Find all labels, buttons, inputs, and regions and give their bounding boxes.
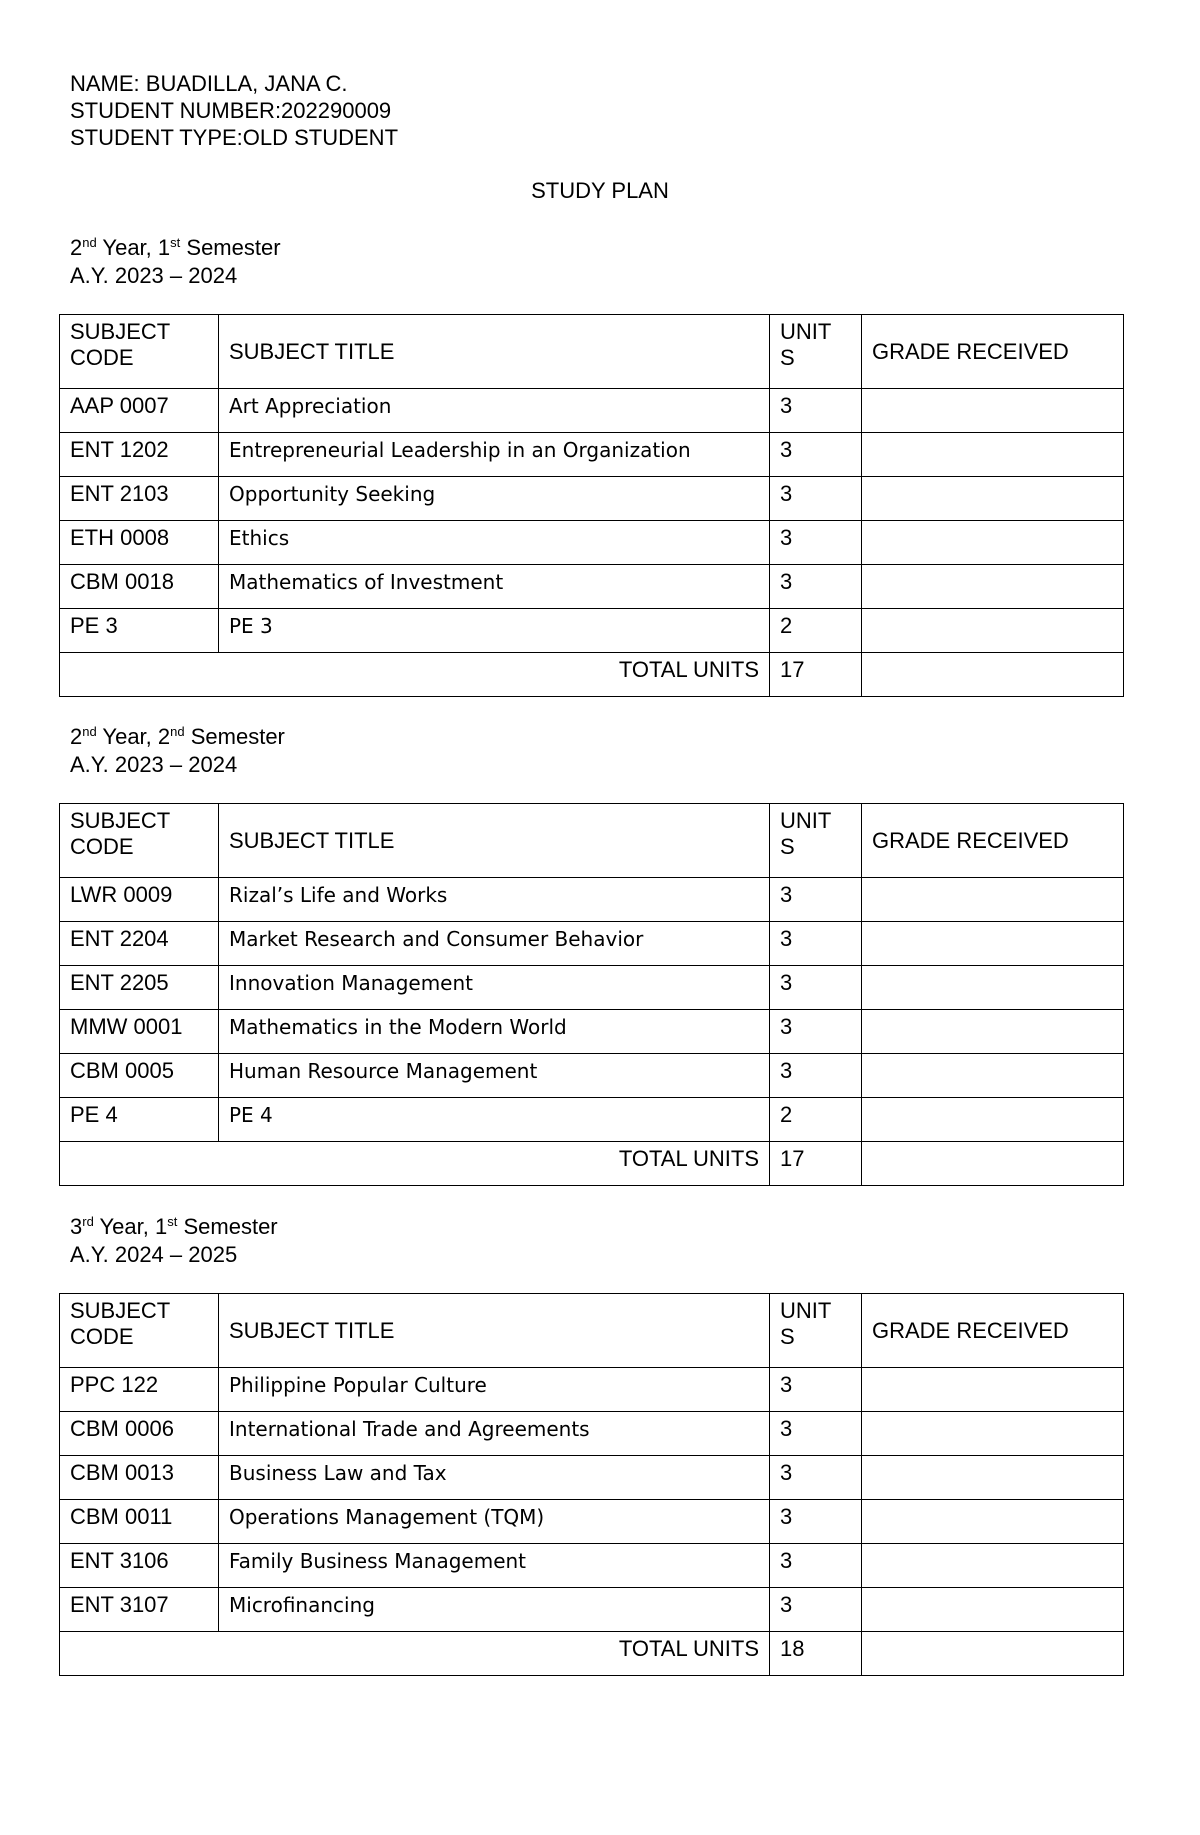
subject-title: Mathematics in the Modern World <box>219 1010 770 1054</box>
subject-title: Operations Management (TQM) <box>219 1500 770 1544</box>
subject-units: 3 <box>770 966 862 1010</box>
grade-received <box>862 1500 1124 1544</box>
header-units: UNIT S <box>770 1294 862 1368</box>
subject-units: 3 <box>770 433 862 477</box>
subject-code: ETH 0008 <box>60 521 219 565</box>
subject-code: ENT 2204 <box>60 922 219 966</box>
grade-received <box>862 1588 1124 1632</box>
header-subject-title: SUBJECT TITLE <box>219 315 770 389</box>
subject-code: PE 4 <box>60 1098 219 1142</box>
total-row <box>60 653 1124 697</box>
student-number: STUDENT NUMBER:202290009 <box>70 98 392 123</box>
subject-units: 3 <box>770 878 862 922</box>
year-ordinal: rd <box>82 1214 94 1229</box>
student-type: STUDENT TYPE:OLD STUDENT <box>70 125 399 150</box>
subject-title: Microfinancing <box>219 1588 770 1632</box>
subject-title: International Trade and Agreements <box>219 1412 770 1456</box>
subject-title: Mathematics of Investment <box>219 565 770 609</box>
semester-word: Semester <box>180 235 281 260</box>
subject-code: LWR 0009 <box>60 878 219 922</box>
grade-received <box>862 1098 1124 1142</box>
table-row <box>60 1098 1124 1142</box>
subject-code: ENT 2205 <box>60 966 219 1010</box>
table-row <box>60 966 1124 1010</box>
academic-year: A.Y. 2024 – 2025 <box>70 1242 238 1267</box>
year-number: 2 <box>70 724 83 749</box>
year-word: Year, <box>96 235 158 260</box>
study-plan-table <box>59 803 1124 1186</box>
header-subject-title: SUBJECT TITLE <box>219 1294 770 1368</box>
table-row <box>60 521 1124 565</box>
study-plan-table <box>59 314 1124 697</box>
semester-ordinal: nd <box>170 724 185 739</box>
semester-ordinal: st <box>167 1214 178 1229</box>
semester-word: Semester <box>177 1214 278 1239</box>
semester-label <box>70 723 285 751</box>
total-grade-cell <box>862 1142 1124 1186</box>
academic-year: A.Y. 2023 – 2024 <box>70 752 238 777</box>
subject-units: 3 <box>770 1412 862 1456</box>
semester-ordinal: st <box>170 235 181 250</box>
header-subject-title: SUBJECT TITLE <box>219 804 770 878</box>
grade-received <box>862 565 1124 609</box>
subject-code: ENT 3106 <box>60 1544 219 1588</box>
subject-units: 3 <box>770 1054 862 1098</box>
subject-units: 3 <box>770 565 862 609</box>
table-row <box>60 477 1124 521</box>
semester-number: 1 <box>157 235 171 260</box>
total-row <box>60 1632 1124 1676</box>
table-row <box>60 389 1124 433</box>
subject-code: CBM 0011 <box>60 1500 219 1544</box>
subject-title: Human Resource Management <box>219 1054 770 1098</box>
semester-word: Semester <box>184 724 285 749</box>
grade-received <box>862 878 1124 922</box>
grade-received <box>862 1368 1124 1412</box>
subject-title: PE 4 <box>219 1098 770 1142</box>
subject-code: CBM 0013 <box>60 1456 219 1500</box>
subject-title: Art Appreciation <box>219 389 770 433</box>
year-word: Year, <box>96 724 158 749</box>
table-row <box>60 878 1124 922</box>
header-grade-received: GRADE RECEIVED <box>862 804 1124 878</box>
subject-title: Opportunity Seeking <box>219 477 770 521</box>
header-subject-code: SUBJECT CODE <box>60 1294 219 1368</box>
subject-units: 3 <box>770 1588 862 1632</box>
total-row <box>60 1142 1124 1186</box>
total-units-label: TOTAL UNITS <box>60 1142 770 1186</box>
grade-received <box>862 966 1124 1010</box>
subject-code: CBM 0005 <box>60 1054 219 1098</box>
grade-received <box>862 1456 1124 1500</box>
year-ordinal: nd <box>82 235 97 250</box>
semester-heading <box>70 1213 278 1269</box>
semester-label <box>70 234 281 262</box>
page-title: STUDY PLAN <box>531 178 669 203</box>
subject-title: Family Business Management <box>219 1544 770 1588</box>
grade-received <box>862 433 1124 477</box>
subject-title: Innovation Management <box>219 966 770 1010</box>
table-row <box>60 1544 1124 1588</box>
subject-units: 2 <box>770 1098 862 1142</box>
subject-title: Market Research and Consumer Behavior <box>219 922 770 966</box>
student-info <box>70 70 398 151</box>
semester-label <box>70 1213 278 1241</box>
total-units-label: TOTAL UNITS <box>60 1632 770 1676</box>
subject-units: 3 <box>770 922 862 966</box>
year-word: Year, <box>93 1214 155 1239</box>
table-row <box>60 609 1124 653</box>
subject-units: 3 <box>770 1544 862 1588</box>
subject-code: PE 3 <box>60 609 219 653</box>
year-ordinal: nd <box>82 724 97 739</box>
academic-year: A.Y. 2023 – 2024 <box>70 263 238 288</box>
semester-number: 2 <box>157 724 171 749</box>
subject-title: Entrepreneurial Leadership in an Organization <box>219 433 770 477</box>
grade-received <box>862 389 1124 433</box>
grade-received <box>862 521 1124 565</box>
subject-title: Business Law and Tax <box>219 1456 770 1500</box>
subject-code: ENT 2103 <box>60 477 219 521</box>
semester-number: 1 <box>155 1214 168 1239</box>
grade-received <box>862 1054 1124 1098</box>
table-header-row <box>60 1294 1124 1368</box>
table-row <box>60 1456 1124 1500</box>
total-units-value: 17 <box>770 1142 862 1186</box>
table-header-row <box>60 804 1124 878</box>
header-subject-code: SUBJECT CODE <box>60 804 219 878</box>
table-row <box>60 1010 1124 1054</box>
table-row <box>60 1054 1124 1098</box>
student-name: NAME: BUADILLA, JANA C. <box>70 71 348 96</box>
table-row <box>60 922 1124 966</box>
subject-units: 3 <box>770 477 862 521</box>
subject-code: CBM 0006 <box>60 1412 219 1456</box>
table-row <box>60 433 1124 477</box>
year-number: 3 <box>70 1214 83 1239</box>
grade-received <box>862 1544 1124 1588</box>
header-subject-code: SUBJECT CODE <box>60 315 219 389</box>
header-grade-received: GRADE RECEIVED <box>862 315 1124 389</box>
subject-title: Philippine Popular Culture <box>219 1368 770 1412</box>
subject-title: Rizal’s Life and Works <box>219 878 770 922</box>
header-grade-received: GRADE RECEIVED <box>862 1294 1124 1368</box>
subject-code: PPC 122 <box>60 1368 219 1412</box>
total-units-value: 18 <box>770 1632 862 1676</box>
subject-units: 3 <box>770 1456 862 1500</box>
total-grade-cell <box>862 653 1124 697</box>
table-row <box>60 1500 1124 1544</box>
header-units: UNIT S <box>770 315 862 389</box>
total-grade-cell <box>862 1632 1124 1676</box>
table-row <box>60 1412 1124 1456</box>
subject-units: 3 <box>770 389 862 433</box>
subject-code: CBM 0018 <box>60 565 219 609</box>
total-units-label: TOTAL UNITS <box>60 653 770 697</box>
total-units-value: 17 <box>770 653 862 697</box>
subject-code: AAP 0007 <box>60 389 219 433</box>
subject-title: PE 3 <box>219 609 770 653</box>
table-row <box>60 1588 1124 1632</box>
grade-received <box>862 1412 1124 1456</box>
subject-code: MMW 0001 <box>60 1010 219 1054</box>
subject-code: ENT 1202 <box>60 433 219 477</box>
table-row <box>60 565 1124 609</box>
subject-title: Ethics <box>219 521 770 565</box>
header-units: UNIT S <box>770 804 862 878</box>
subject-units: 3 <box>770 1500 862 1544</box>
grade-received <box>862 922 1124 966</box>
year-number: 2 <box>70 235 83 260</box>
subject-code: ENT 3107 <box>60 1588 219 1632</box>
subject-units: 3 <box>770 1010 862 1054</box>
subject-units: 3 <box>770 1368 862 1412</box>
table-header-row <box>60 315 1124 389</box>
subject-units: 2 <box>770 609 862 653</box>
grade-received <box>862 609 1124 653</box>
semester-heading <box>70 234 281 290</box>
grade-received <box>862 477 1124 521</box>
table-row <box>60 1368 1124 1412</box>
study-plan-table <box>59 1293 1124 1676</box>
grade-received <box>862 1010 1124 1054</box>
semester-heading <box>70 723 285 779</box>
subject-units: 3 <box>770 521 862 565</box>
